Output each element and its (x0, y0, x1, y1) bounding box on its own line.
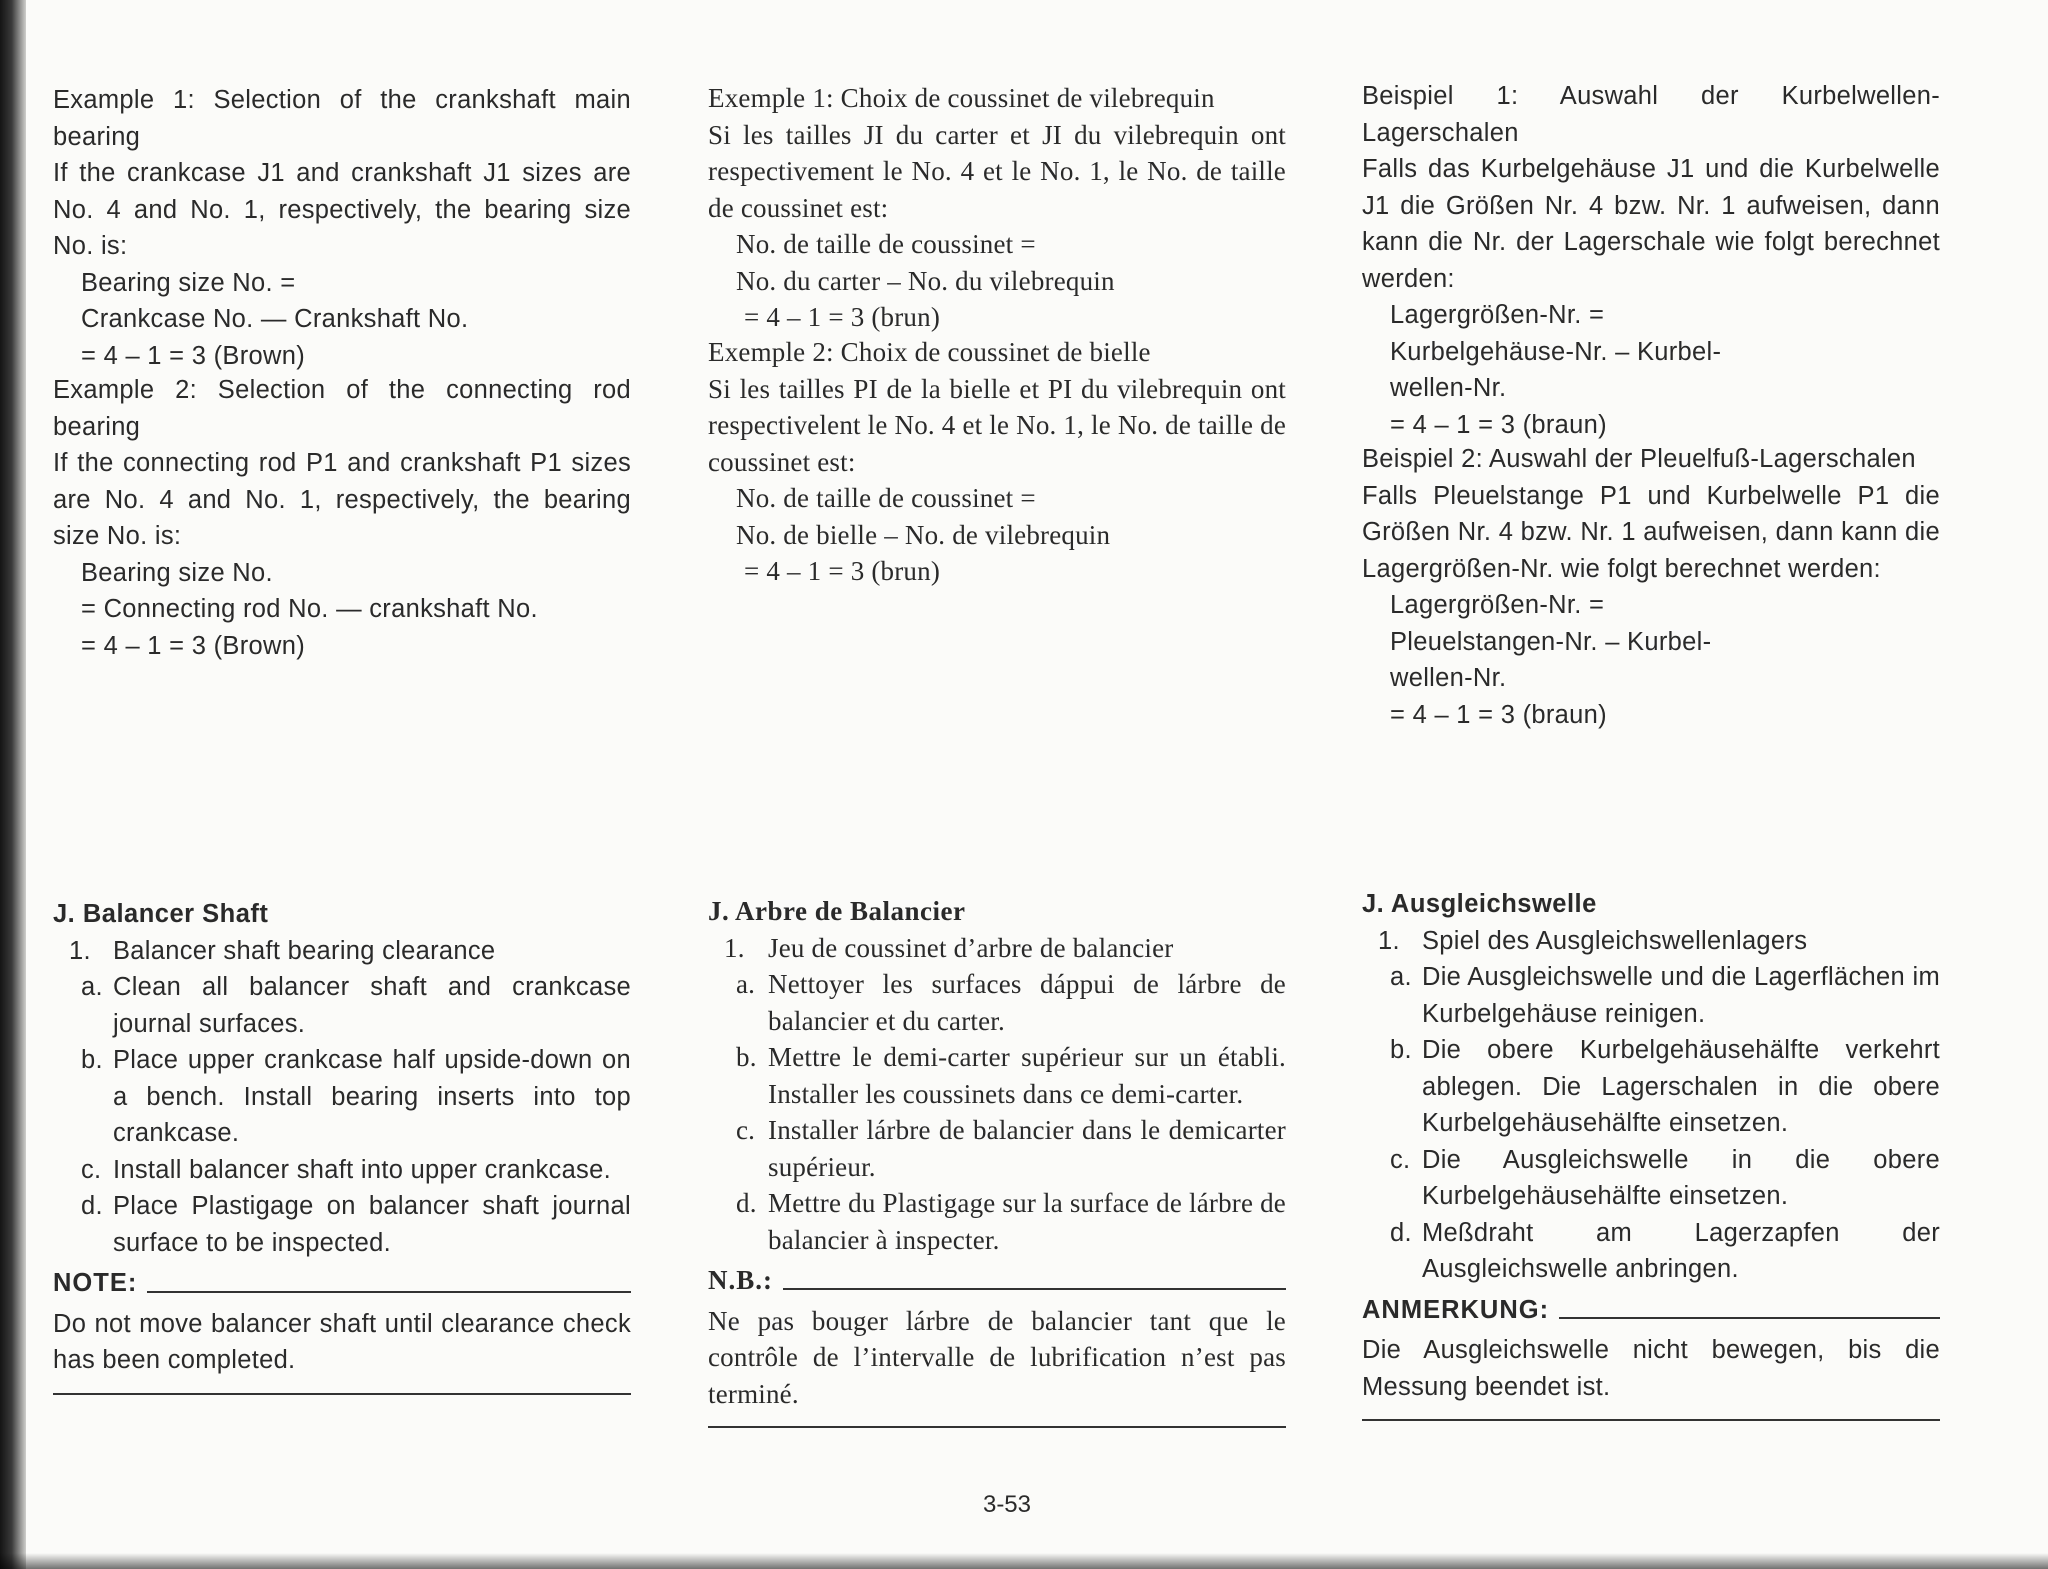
formula-line: wellen-Nr. (1390, 374, 1507, 402)
section-heading: J. Arbre de Balancier (708, 896, 966, 926)
note-text: Do not move balancer shaft until clearance check has been completed. (53, 1309, 631, 1374)
note-end-rule (53, 1393, 631, 1395)
formula-line: Bearing size No. = (81, 268, 296, 297)
item-letter: a. (736, 969, 756, 999)
example-1-block (53, 82, 631, 374)
item-letter: b. (81, 1046, 103, 1074)
note-header (53, 1265, 631, 1302)
example-2-description: Si les tailles PI de la bielle et PI du vilebrequin ont respectivelent le No. 4 et le No. 1, le No. de taille de coussinet est: (708, 373, 1287, 477)
note-rule (1559, 1317, 1940, 1319)
example-1-description: If the crankcase J1 and crankshaft J1 sizes are No. 4 and No. 1, respectively, the bearing size No. is: (53, 159, 631, 260)
formula-line: = Connecting rod No. — crankshaft No. (81, 595, 538, 623)
item-text: Place Plastigage on balancer shaft journal surface to be inspected. (113, 1192, 631, 1257)
note-label: N.B.: (708, 1265, 773, 1295)
list-item (1362, 1032, 1940, 1142)
formula-line: Lagergrößen-Nr. = (1390, 591, 1605, 619)
item-text: Die Ausgleichswelle in die obere Kurbelgehäusehälfte einsetzen. (1422, 1145, 1940, 1210)
item-letter: b. (1390, 1036, 1412, 1064)
item-text: Die Ausgleichswelle und die Lagerflächen im Kurbelgehäuse reinigen. (1422, 963, 1940, 1028)
example-2-block (708, 334, 1286, 590)
list-item (708, 1112, 1286, 1185)
list-item (1362, 923, 1940, 960)
list-item (1362, 959, 1940, 1032)
example-1-description: Si les tailles JI du carter et JI du vilebrequin ont respectivement le No. 4 et le No. 1, le No. de taille de coussinet est: (708, 119, 1286, 223)
note-rule (783, 1288, 1286, 1290)
note-label: ANMERKUNG: (1362, 1295, 1550, 1324)
item-text: Nettoyer les surfaces dáppui de lárbre de balancier et du carter. (768, 969, 1286, 1036)
formula-result: = 4 – 1 = 3 (Brown) (81, 341, 305, 370)
formula-result: = 4 – 1 = 3 (brun) (744, 556, 941, 586)
note-end-rule (1362, 1419, 1940, 1421)
formula-result: = 4 – 1 = 3 (braun) (1390, 700, 1607, 729)
list-item (53, 1042, 631, 1152)
formula-line: Pleuelstangen-Nr. – Kurbel- (1390, 627, 1712, 656)
item-text: Clean all balancer shaft and crankcase journal surfaces. (113, 973, 631, 1038)
item-letter: d. (81, 1192, 103, 1220)
item-letter: d. (736, 1188, 757, 1218)
example-2-block (1362, 441, 1940, 733)
list-item (708, 1039, 1286, 1112)
formula-line: No. de taille de coussinet = (736, 229, 1036, 259)
list-item (53, 969, 631, 1042)
formula-line: wellen-Nr. (1390, 664, 1507, 692)
note-rule (147, 1291, 631, 1293)
item-text: Meßdraht am Lagerzapfen der Ausgleichswelle anbringen. (1422, 1218, 1940, 1283)
note-text: Ne pas bouger lárbre de balancier tant que le contrôle de l’intervalle de lubrification n’est pas terminé. (708, 1305, 1286, 1409)
note-header (1362, 1292, 1940, 1329)
balancer-shaft-section (1362, 886, 1940, 1421)
example-1-block (1362, 78, 1940, 443)
note-text: Die Ausgleichswelle nicht bewegen, bis die Messung beendet ist. (1362, 1336, 1940, 1401)
list-item (708, 1185, 1286, 1258)
formula-line: Lagergrößen-Nr. = (1390, 301, 1605, 329)
formula-line: No. du carter – No. du vilebrequin (736, 265, 1115, 296)
example-1-block (708, 80, 1286, 336)
list-item (1362, 1142, 1940, 1215)
item-letter: c. (81, 1155, 102, 1184)
formula-result: = 4 – 1 = 3 (braun) (1390, 410, 1607, 439)
page-binding-shadow (0, 0, 26, 1569)
item-text: Install balancer shaft into upper crankcase. (113, 1155, 611, 1184)
item-letter: c. (1390, 1145, 1411, 1174)
item-letter: a. (81, 973, 103, 1001)
list-item (53, 933, 631, 970)
formula-result: = 4 – 1 = 3 (brun) (744, 302, 941, 332)
item-text: Balancer shaft bearing clearance (113, 936, 496, 965)
formula-line: No. de bielle – No. de vilebrequin (736, 519, 1111, 550)
item-text: Mettre le demi-carter supérieur sur un établi. Installer les coussinets dans ce demi-carter. (768, 1042, 1286, 1109)
item-number: 1. (1378, 926, 1400, 955)
item-text: Installer lárbre de balancier dans le demicarter supérieur. (768, 1115, 1286, 1182)
formula-result: = 4 – 1 = 3 (Brown) (81, 631, 305, 660)
example-2-title: Beispiel 2: Auswahl der Pleuelfuß-Lagerschalen (1362, 445, 1916, 473)
balancer-shaft-section (708, 893, 1286, 1428)
example-2-block (53, 372, 631, 664)
formula-line: Kurbelgehäuse-Nr. – Kurbel- (1390, 337, 1722, 366)
example-1-title: Beispiel 1: Auswahl der Kurbelwellen-Lagerschalen (1362, 82, 1940, 147)
example-1-description: Falls das Kurbelgehäuse J1 und die Kurbelwelle J1 die Größen Nr. 4 bzw. Nr. 1 aufweisen, dann kann die Nr. der Lagerschale wie folgt berechnet werden: (1362, 155, 1940, 293)
section-heading: J. Balancer Shaft (53, 900, 269, 928)
list-item (708, 930, 1286, 967)
item-text: Jeu de coussinet d’arbre de balancier (768, 932, 1174, 963)
example-2-description: If the connecting rod P1 and crankshaft P1 sizes are No. 4 and No. 1, respectively, the bearing size No. is: (53, 449, 631, 550)
page-number: 3-53 (982, 1491, 1032, 1518)
item-number: 1. (724, 932, 745, 963)
note-header (708, 1262, 1286, 1299)
page-edge-shadow (0, 1553, 2048, 1569)
section-heading: J. Ausgleichswelle (1362, 890, 1597, 918)
balancer-shaft-section (53, 896, 631, 1395)
item-letter: a. (1390, 963, 1412, 991)
list-item (1362, 1215, 1940, 1288)
note-label: NOTE: (53, 1269, 138, 1297)
example-2-description: Falls Pleuelstange P1 und Kurbelwelle P1 die Größen Nr. 4 bzw. Nr. 1 aufweisen, dann kann die Lagergrößen-Nr. wie folgt berechnet werden: (1362, 481, 1940, 583)
list-item (53, 1152, 631, 1189)
list-item (53, 1188, 631, 1261)
item-letter: b. (736, 1042, 757, 1072)
formula-line: Crankcase No. — Crankshaft No. (81, 305, 469, 333)
list-item (708, 966, 1286, 1039)
example-1-title: Example 1: Selection of the crankshaft main bearing (53, 86, 631, 151)
item-letter: d. (1390, 1218, 1412, 1247)
item-text: Place upper crankcase half upside-down on a bench. Install bearing inserts into top crankcase. (113, 1046, 631, 1147)
example-1-title: Exemple 1: Choix de coussinet de vilebrequin (708, 83, 1215, 113)
example-2-title: Example 2: Selection of the connecting rod bearing (53, 376, 631, 441)
formula-line: Bearing size No. (81, 558, 273, 587)
item-text: Spiel des Ausgleichswellenlagers (1422, 926, 1808, 955)
formula-line: No. de taille de coussinet = (736, 483, 1036, 513)
example-2-title: Exemple 2: Choix de coussinet de bielle (708, 337, 1151, 367)
item-letter: c. (736, 1115, 756, 1145)
item-number: 1. (69, 936, 91, 965)
item-text: Mettre du Plastigage sur la surface de lárbre de balancier à inspecter. (768, 1188, 1286, 1255)
item-text: Die obere Kurbelgehäusehälfte verkehrt ablegen. Die Lagerschalen in die obere Kurbelgehäusehälfte einsetzen. (1422, 1036, 1940, 1137)
note-end-rule (708, 1426, 1286, 1428)
